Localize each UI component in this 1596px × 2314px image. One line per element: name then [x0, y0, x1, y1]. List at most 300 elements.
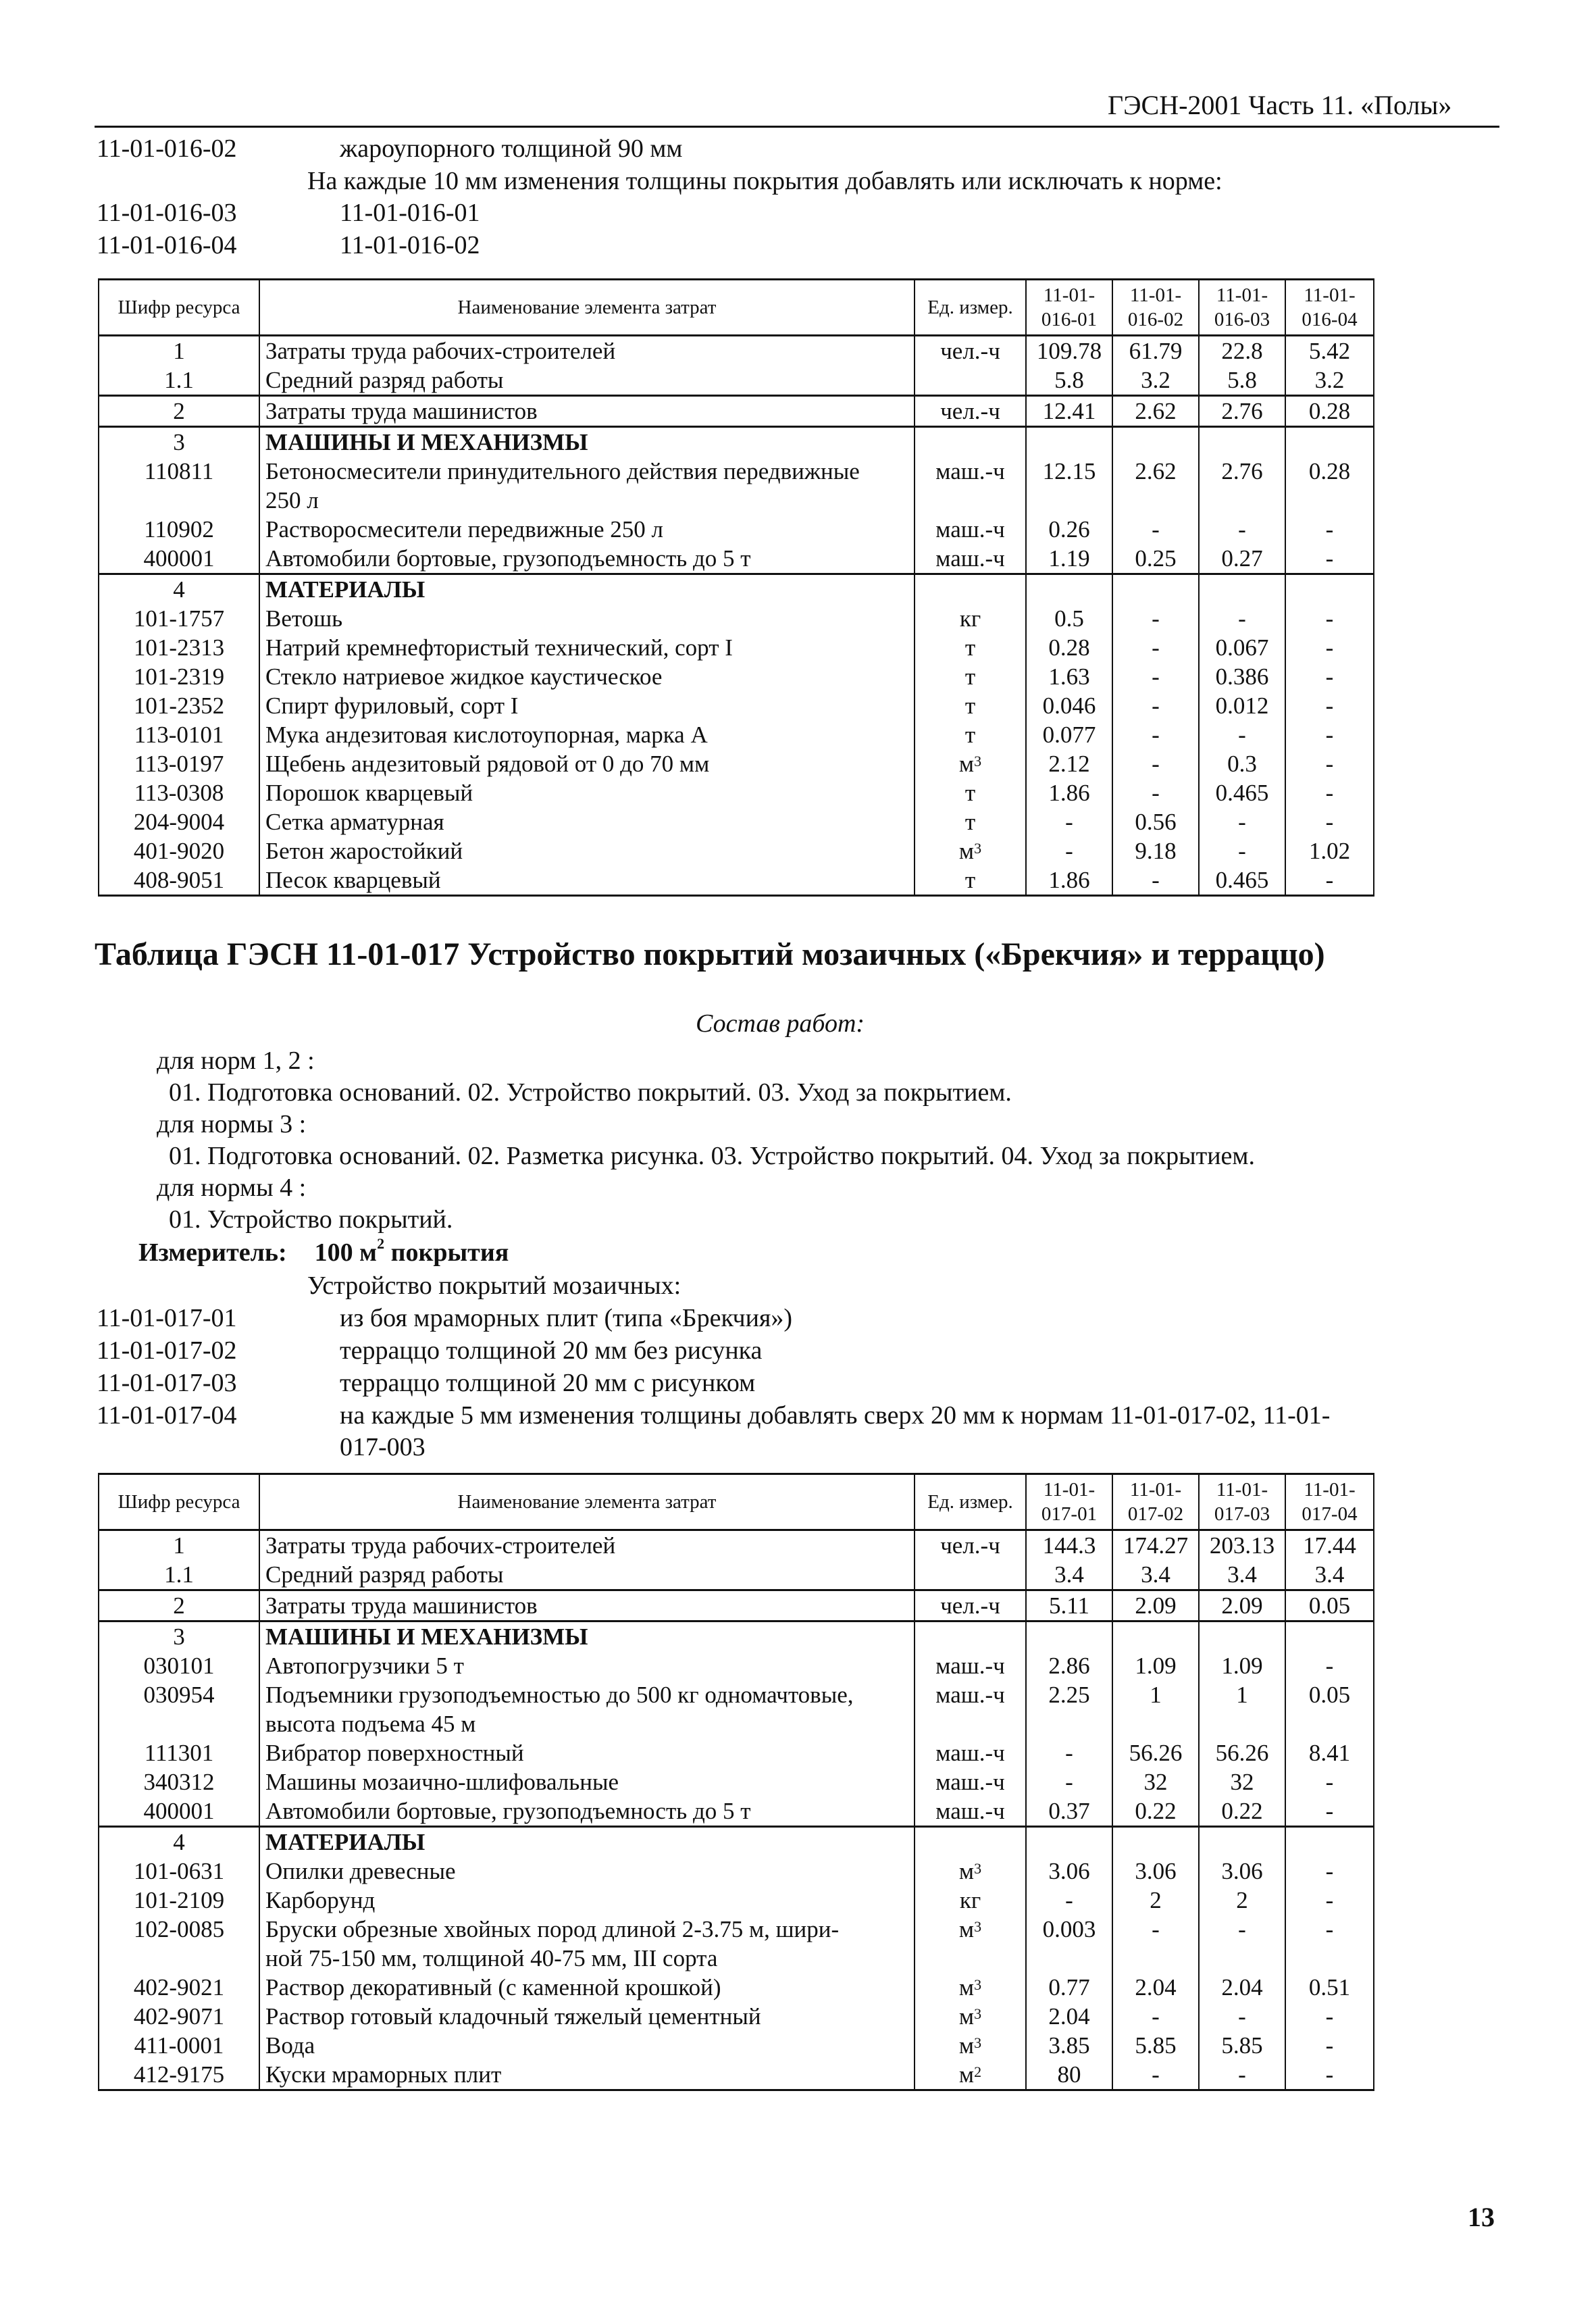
norm-value [1199, 457, 1285, 486]
norm-value [1199, 1560, 1285, 1590]
norm-value [1285, 1738, 1374, 1767]
resource-code-text: 402-9071 [133, 2003, 225, 2030]
resource-unit-text: маш.-ч [935, 1653, 1005, 1679]
resource-name-text: Куски мраморных плит [265, 2061, 502, 2088]
resource-unit [915, 1944, 1026, 1973]
table-row [99, 1973, 1374, 2002]
norm-value [1285, 604, 1374, 633]
resource-table-016 [98, 278, 1374, 897]
resource-unit-text: маш.-ч [935, 458, 1005, 484]
norm-value [1285, 457, 1374, 486]
norm-value-text: 0.3 [1227, 751, 1257, 777]
resource-code [99, 1590, 259, 1621]
resource-unit [915, 1886, 1026, 1915]
unit-superscript: 2 [974, 2063, 982, 2080]
resource-name-text: Мука андезитовая кислотоупорная, марка А [265, 722, 708, 748]
resource-code-text: 400001 [143, 545, 215, 572]
table-row [99, 865, 1374, 896]
resource-code [99, 2002, 259, 2031]
resource-unit [915, 836, 1026, 865]
resource-code [99, 1651, 259, 1680]
resource-code-text: 1 [173, 338, 185, 364]
table-row [99, 778, 1374, 807]
resource-unit-text: чел.-ч [940, 338, 1000, 364]
table-row [99, 2002, 1374, 2031]
table-row [99, 2031, 1374, 2060]
resource-name [259, 1590, 915, 1621]
table-row [99, 486, 1374, 515]
norm-value [1285, 807, 1374, 836]
resource-unit [915, 427, 1026, 457]
norm-value [1026, 2002, 1112, 2031]
resource-unit-text: чел.-ч [940, 1592, 1000, 1619]
table-row [99, 544, 1374, 574]
norm-value [1285, 427, 1374, 457]
norm-value [1199, 544, 1285, 574]
resource-name [259, 778, 915, 807]
resource-unit-text: м [958, 838, 975, 864]
resource-name [259, 2002, 915, 2031]
norm-value [1112, 427, 1199, 457]
norm-value [1112, 1530, 1199, 1561]
resource-name [259, 1915, 915, 1944]
norm-value [1026, 515, 1112, 544]
resource-code [99, 515, 259, 544]
norm-value [1112, 2002, 1199, 2031]
table-row [99, 1680, 1374, 1709]
resource-code-text: 402-9021 [133, 1974, 225, 2001]
resource-code-text: 101-2319 [133, 663, 225, 690]
norm-value-text: 1 [1150, 1682, 1162, 1708]
resource-name [259, 366, 915, 396]
resource-name-text: МАТЕРИАЛЫ [265, 576, 426, 603]
norm-code: 11-01-017-04 [97, 1401, 237, 1430]
norm-value-text: 1.09 [1135, 1653, 1177, 1679]
norm-value-text: - [1325, 1798, 1334, 1824]
resource-name [259, 1530, 915, 1561]
resource-unit [915, 633, 1026, 662]
norm-value [1285, 1973, 1374, 2002]
norm-value-text: - [1325, 545, 1334, 572]
resource-unit [915, 2031, 1026, 2060]
norm-value [1199, 807, 1285, 836]
norm-value [1285, 1827, 1374, 1857]
resource-code [99, 2060, 259, 2090]
unit-superscript: 3 [974, 1976, 982, 1993]
norm-value-text: 32 [1143, 1769, 1168, 1795]
table-row [99, 1796, 1374, 1827]
resource-name [259, 1560, 915, 1590]
resource-unit [915, 515, 1026, 544]
norm-value-text: 0.22 [1135, 1798, 1177, 1824]
norm-value [1026, 1857, 1112, 1886]
norm-value [1199, 1709, 1285, 1738]
norm-value [1199, 836, 1285, 865]
norm-code: 11-01-016-02 [97, 134, 237, 163]
resource-name-text: 250 л [265, 487, 319, 513]
norm-value-text: - [1325, 722, 1334, 748]
col-header-norm: 11-01-016-03 [1199, 280, 1285, 336]
resource-unit [915, 1651, 1026, 1680]
norm-value [1112, 457, 1199, 486]
resource-code-text: 412-9175 [133, 2061, 225, 2088]
norm-value [1026, 720, 1112, 749]
norm-value [1112, 1857, 1199, 1886]
norm-value-text: 1 [1236, 1682, 1248, 1708]
norm-value [1026, 807, 1112, 836]
resource-unit-text: маш.-ч [935, 545, 1005, 572]
resource-name-text: Порошок кварцевый [265, 780, 473, 806]
norm-value-text: 2.76 [1221, 398, 1263, 424]
norm-value [1112, 2031, 1199, 2060]
table-row [99, 691, 1374, 720]
norm-value-text: 2.04 [1048, 2003, 1090, 2030]
resource-unit [915, 544, 1026, 574]
resource-code [99, 1621, 259, 1652]
norm-value [1112, 749, 1199, 778]
norm-value-text: 61.79 [1129, 338, 1183, 364]
table-row [99, 1857, 1374, 1886]
norm-value [1026, 1738, 1112, 1767]
resource-name [259, 1767, 915, 1796]
resource-name [259, 2031, 915, 2060]
col-header-code: Шифр ресурса [99, 1474, 259, 1530]
resource-name [259, 2060, 915, 2090]
norm-value-text: - [1325, 780, 1334, 806]
resource-unit [915, 396, 1026, 427]
norm-value-text: 5.8 [1227, 367, 1257, 393]
norm-value-text: - [1325, 1887, 1334, 1913]
norm-reference: 11-01-016-02 [340, 231, 480, 259]
norm-value [1199, 1590, 1285, 1621]
resource-unit-text: м [958, 2032, 975, 2059]
norm-value [1199, 427, 1285, 457]
resource-unit [915, 720, 1026, 749]
resource-unit-text: т [964, 809, 976, 835]
norm-value-text: 0.56 [1135, 809, 1177, 835]
resource-unit [915, 2060, 1026, 2090]
resource-unit-text: кг [959, 605, 981, 632]
norm-value [1285, 1944, 1374, 1973]
table-row [99, 1944, 1374, 1973]
norm-value [1026, 1530, 1112, 1561]
col-header-norm: 11-01-017-02 [1112, 1474, 1199, 1530]
resource-unit [915, 604, 1026, 633]
resource-name-text: Вода [265, 2032, 315, 2059]
norm-value [1199, 778, 1285, 807]
table-row [99, 427, 1374, 457]
norm-value [1285, 2002, 1374, 2031]
norm-value-text: 12.15 [1042, 458, 1096, 484]
resource-code [99, 1796, 259, 1827]
norm-value-text: 0.26 [1048, 516, 1090, 543]
norm-value [1285, 836, 1374, 865]
norm-value [1112, 1680, 1199, 1709]
table-row [99, 1886, 1374, 1915]
resource-code [99, 2031, 259, 2060]
norm-value [1285, 778, 1374, 807]
norm-value-text: 3.4 [1314, 1561, 1345, 1588]
resource-code [99, 457, 259, 486]
norm-value-text: 56.26 [1129, 1740, 1183, 1766]
norm-value [1112, 515, 1199, 544]
norm-value-text: - [1325, 2061, 1334, 2088]
resource-code [99, 720, 259, 749]
measure-value: 100 м [314, 1238, 378, 1267]
norm-value [1112, 604, 1199, 633]
resource-code-text: 411-0001 [134, 2032, 224, 2059]
norm-value [1026, 691, 1112, 720]
norm-value-text: 0.386 [1215, 663, 1269, 690]
resource-name-text: Бетон жаростойкий [265, 838, 463, 864]
resource-name [259, 1738, 915, 1767]
resource-name [259, 1857, 915, 1886]
norm-code: 11-01-016-04 [97, 231, 237, 259]
norm-value [1199, 1680, 1285, 1709]
resource-code [99, 1530, 259, 1561]
composition-line: для нормы 4 : [157, 1174, 307, 1202]
resource-code-text: 4 [173, 576, 185, 603]
norm-value [1026, 457, 1112, 486]
norm-value-text: - [1152, 722, 1160, 748]
resource-unit [915, 457, 1026, 486]
norm-value-text: - [1152, 634, 1160, 661]
norm-value-text: 3.06 [1221, 1858, 1263, 1884]
norm-value [1026, 574, 1112, 605]
resource-name [259, 427, 915, 457]
norm-value-text: - [1238, 1916, 1246, 1942]
norm-value-text: 22.8 [1221, 338, 1263, 364]
norm-value [1026, 1621, 1112, 1652]
table-row [99, 1767, 1374, 1796]
resource-name-text: Автопогрузчики 5 т [265, 1653, 464, 1679]
norm-value [1199, 396, 1285, 427]
norm-value-text: 0.5 [1054, 605, 1084, 632]
table-row [99, 1590, 1374, 1621]
resource-name [259, 1709, 915, 1738]
norm-value-text: 2.76 [1221, 458, 1263, 484]
norm-value-text: - [1325, 867, 1334, 893]
norm-value-text: - [1325, 693, 1334, 719]
resource-unit-text: м [958, 2061, 975, 2088]
norm-value [1285, 1886, 1374, 1915]
table-row [99, 1621, 1374, 1652]
resource-code [99, 1944, 259, 1973]
table-row [99, 396, 1374, 427]
norm-value-text: 0.22 [1221, 1798, 1263, 1824]
table-row [99, 1827, 1374, 1857]
norm-value [1199, 1796, 1285, 1827]
norm-value [1026, 604, 1112, 633]
norm-description-continued: 017-003 [340, 1433, 426, 1461]
resource-name [259, 1651, 915, 1680]
norm-value-text: 0.465 [1215, 867, 1269, 893]
resource-code-text: 2 [173, 1592, 185, 1619]
norm-value-text: 0.05 [1308, 1592, 1351, 1619]
norm-value-text: - [1152, 867, 1160, 893]
resource-name-text: Бруски обрезные хвойных пород длиной 2-3.75 м, шири- [265, 1916, 840, 1942]
norm-value [1285, 336, 1374, 366]
norm-value-text: 3.06 [1048, 1858, 1090, 1884]
norm-value-text: 1.02 [1308, 838, 1351, 864]
resource-code [99, 604, 259, 633]
resource-name-text: Автомобили бортовые, грузоподъемность до 5 т [265, 1798, 751, 1824]
resource-name-text: Стекло натриевое жидкое каустическое [265, 663, 663, 690]
norm-value-text: 3.4 [1227, 1561, 1257, 1588]
norm-value [1199, 486, 1285, 515]
unit-superscript: 3 [974, 753, 982, 770]
resource-unit [915, 1590, 1026, 1621]
table-row [99, 1651, 1374, 1680]
norm-value-text: 1.09 [1221, 1653, 1263, 1679]
resource-code [99, 1857, 259, 1886]
resource-unit [915, 2002, 1026, 2031]
norm-value-text: - [1325, 634, 1334, 661]
resource-unit-text: м [958, 2003, 975, 2030]
resource-name-text: Песок кварцевый [265, 867, 441, 893]
resource-name [259, 1827, 915, 1857]
norm-value [1285, 396, 1374, 427]
col-header-norm: 11-01-016-02 [1112, 280, 1199, 336]
norm-description: терраццо толщиной 20 мм с рисунком [340, 1369, 756, 1397]
norm-value [1026, 865, 1112, 896]
resource-name-text: Машины мозаично-шлифовальные [265, 1769, 619, 1795]
resource-unit-text: м [958, 1974, 975, 2001]
norm-value-text: 8.41 [1308, 1740, 1351, 1766]
resource-name [259, 604, 915, 633]
norm-description: на каждые 5 мм изменения толщины добавлять сверх 20 мм к нормам 11-01-017-02, 11-01- [340, 1401, 1331, 1430]
resource-name [259, 1621, 915, 1652]
norm-value [1199, 1621, 1285, 1652]
norm-value [1285, 749, 1374, 778]
norm-value [1199, 515, 1285, 544]
resource-name-text: Подъемники грузоподъемностью до 500 кг одномачтовые, [265, 1682, 854, 1708]
resource-name-text: высота подъема 45 м [265, 1711, 476, 1737]
resource-name-text: Раствор декоративный (с каменной крошкой) [265, 1974, 721, 2001]
norm-value [1199, 2002, 1285, 2031]
resource-name [259, 1886, 915, 1915]
norm-value-text: - [1065, 838, 1073, 864]
norm-value-text: - [1238, 722, 1246, 748]
resource-code-text: 401-9020 [133, 838, 225, 864]
norm-value-text: 0.003 [1042, 1916, 1096, 1942]
norm-value [1285, 2060, 1374, 2090]
norm-value-text: 3.4 [1054, 1561, 1084, 1588]
resource-code-text: 113-0308 [134, 780, 224, 806]
resource-code-text: 4 [173, 1829, 185, 1855]
page-number: 13 [1468, 2202, 1495, 2232]
norm-value-text: - [1238, 605, 1246, 632]
composition-line: 01. Устройство покрытий. [169, 1205, 453, 1234]
norm-value-text: 5.85 [1221, 2032, 1263, 2059]
norm-value-text: - [1065, 1740, 1073, 1766]
resource-code-text: 1.1 [164, 367, 194, 393]
norm-value [1026, 1590, 1112, 1621]
table-row [99, 1709, 1374, 1738]
norm-value-text: 32 [1230, 1769, 1254, 1795]
norm-value-text: 2.62 [1135, 398, 1177, 424]
resource-code [99, 633, 259, 662]
resource-unit [915, 1530, 1026, 1561]
resource-name [259, 1944, 915, 1973]
norm-value [1112, 574, 1199, 605]
norm-value-text: - [1152, 693, 1160, 719]
norm-value [1285, 720, 1374, 749]
composition-label: Состав работ: [696, 1009, 865, 1038]
norm-value [1285, 1857, 1374, 1886]
header-rule [95, 126, 1499, 128]
norm-value-text: 2.09 [1221, 1592, 1263, 1619]
resource-name-text: ной 75-150 мм, толщиной 40-75 мм, III сорта [265, 1945, 718, 1971]
norm-value [1112, 778, 1199, 807]
resource-code [99, 1915, 259, 1944]
resource-code-text: 204-9004 [133, 809, 225, 835]
table-row [99, 515, 1374, 544]
resource-name [259, 574, 915, 605]
norm-value-text: 5.85 [1135, 2032, 1177, 2059]
unit-superscript: 3 [974, 1918, 982, 1935]
resource-code-text: 101-1757 [133, 605, 225, 632]
norm-value-text: 5.42 [1308, 338, 1351, 364]
norm-value-text: - [1238, 516, 1246, 543]
norm-value [1026, 1796, 1112, 1827]
measure-suffix: покрытия [384, 1238, 509, 1267]
norm-value-text: - [1238, 2003, 1246, 2030]
norm-value [1026, 2060, 1112, 2090]
table-row [99, 457, 1374, 486]
norm-value-text: 2.86 [1048, 1653, 1090, 1679]
table-row [99, 1915, 1374, 1944]
norm-value [1026, 486, 1112, 515]
unit-superscript: 3 [974, 1860, 982, 1877]
norm-value [1112, 486, 1199, 515]
col-header-norm: 11-01-017-01 [1026, 1474, 1112, 1530]
table-row [99, 366, 1374, 396]
norm-value [1199, 1973, 1285, 2002]
norm-value [1199, 1651, 1285, 1680]
norm-value [1199, 1738, 1285, 1767]
norm-value-text: - [1152, 780, 1160, 806]
norm-value-text: - [1325, 2003, 1334, 2030]
resource-name-text: Щебень андезитовый рядовой от 0 до 70 мм [265, 751, 710, 777]
col-header-unit: Ед. измер. [915, 1474, 1026, 1530]
norm-value-text: - [1152, 751, 1160, 777]
resource-name-text: Натрий кремнефтористый технический, сорт I [265, 634, 733, 661]
norm-value [1112, 836, 1199, 865]
norm-value-text: - [1325, 1769, 1334, 1795]
resource-unit [915, 1973, 1026, 2002]
norm-value [1199, 1944, 1285, 1973]
norm-value [1112, 2060, 1199, 2090]
resource-code [99, 778, 259, 807]
table-row [99, 662, 1374, 691]
resource-name-text: Затраты труда машинистов [265, 398, 538, 424]
resource-unit [915, 336, 1026, 366]
resource-name [259, 865, 915, 896]
resource-name [259, 720, 915, 749]
norm-value-text: 3.2 [1314, 367, 1345, 393]
resource-unit-text: маш.-ч [935, 1798, 1005, 1824]
norm-value [1026, 1827, 1112, 1857]
norm-value [1112, 720, 1199, 749]
norm-value-text: - [1325, 605, 1334, 632]
norm-value-text: 1.86 [1048, 867, 1090, 893]
norm-value-text: - [1065, 809, 1073, 835]
norm-value-text: - [1325, 516, 1334, 543]
resource-code [99, 1827, 259, 1857]
col-header-norm: 11-01-017-04 [1285, 1474, 1374, 1530]
resource-code [99, 807, 259, 836]
